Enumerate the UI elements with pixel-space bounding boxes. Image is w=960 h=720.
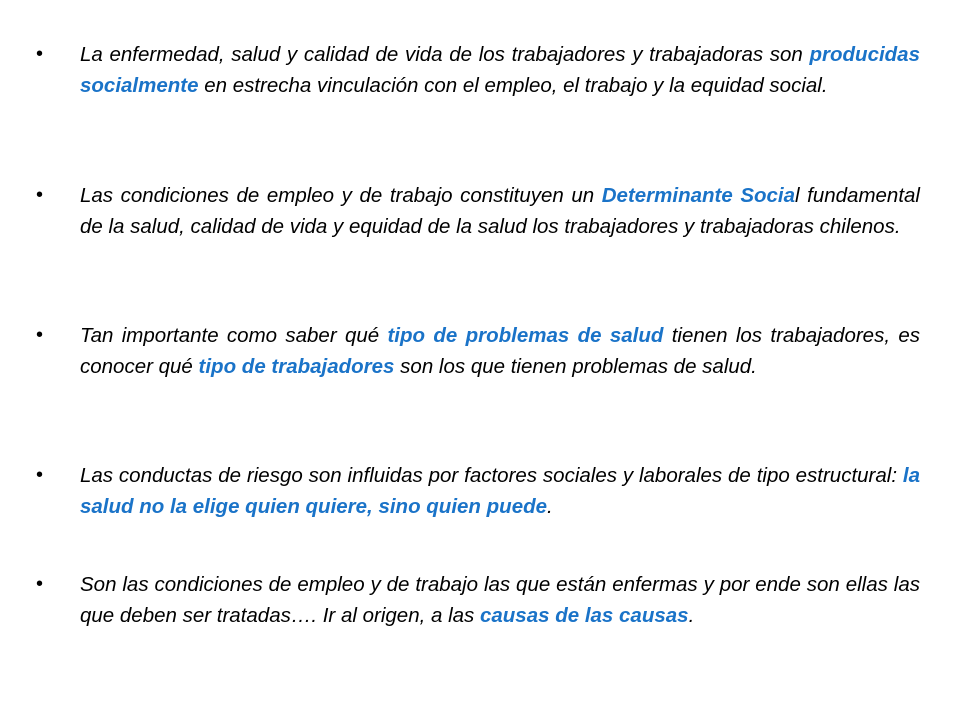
text-segment: Las conductas de riesgo son influidas por factores sociales y laborales de tipo estructural: (80, 464, 903, 487)
highlight-segment: producidas socialmente (80, 43, 920, 97)
text-segment: La enfermedad, salud y calidad de vida de los trabajadores y trabajadoras son (80, 43, 810, 66)
bullet-dot: • (36, 324, 44, 346)
text-segment: l fundamental de la salud, calidad de vida y equidad de la salud los trabajadores y trabajadoras chilenos. (80, 184, 920, 238)
bullet-text (80, 180, 920, 242)
highlight-segment: tipo de trabajadores (198, 355, 395, 378)
text-segment: tienen los trabajadores, es conocer qué (80, 324, 920, 378)
bullet-dot: • (36, 464, 44, 486)
text-segment: Son las condiciones de empleo y de trabajo las que están enfermas y por ende son ellas las que deben ser tratadas…. Ir al origen, a las (80, 573, 920, 627)
bullet-dot: • (36, 43, 44, 65)
highlight-segment: tipo de problemas de salud (387, 324, 664, 347)
text-segment: . (547, 495, 553, 518)
bullet-text (80, 320, 920, 382)
bullet-dot: • (36, 573, 44, 595)
text-segment: son los que tienen problemas de salud. (394, 355, 757, 378)
highlight-segment: Determinante Socia (601, 184, 796, 207)
highlight-segment: la salud no la elige quien quiere, sino quien puede (80, 464, 920, 518)
text-segment: en estrecha vinculación con el empleo, el trabajo y la equidad social. (198, 74, 828, 97)
bullet-dot: • (36, 184, 44, 206)
highlight-segment: causas de las causas (479, 604, 689, 627)
bullet-text (80, 39, 920, 101)
text-segment: Tan importante como saber qué (80, 324, 388, 347)
text-segment: Las condiciones de empleo y de trabajo constituyen un (80, 184, 602, 207)
bullet-text (80, 460, 920, 522)
text-segment: . (688, 604, 695, 627)
bullet-text (80, 569, 920, 631)
